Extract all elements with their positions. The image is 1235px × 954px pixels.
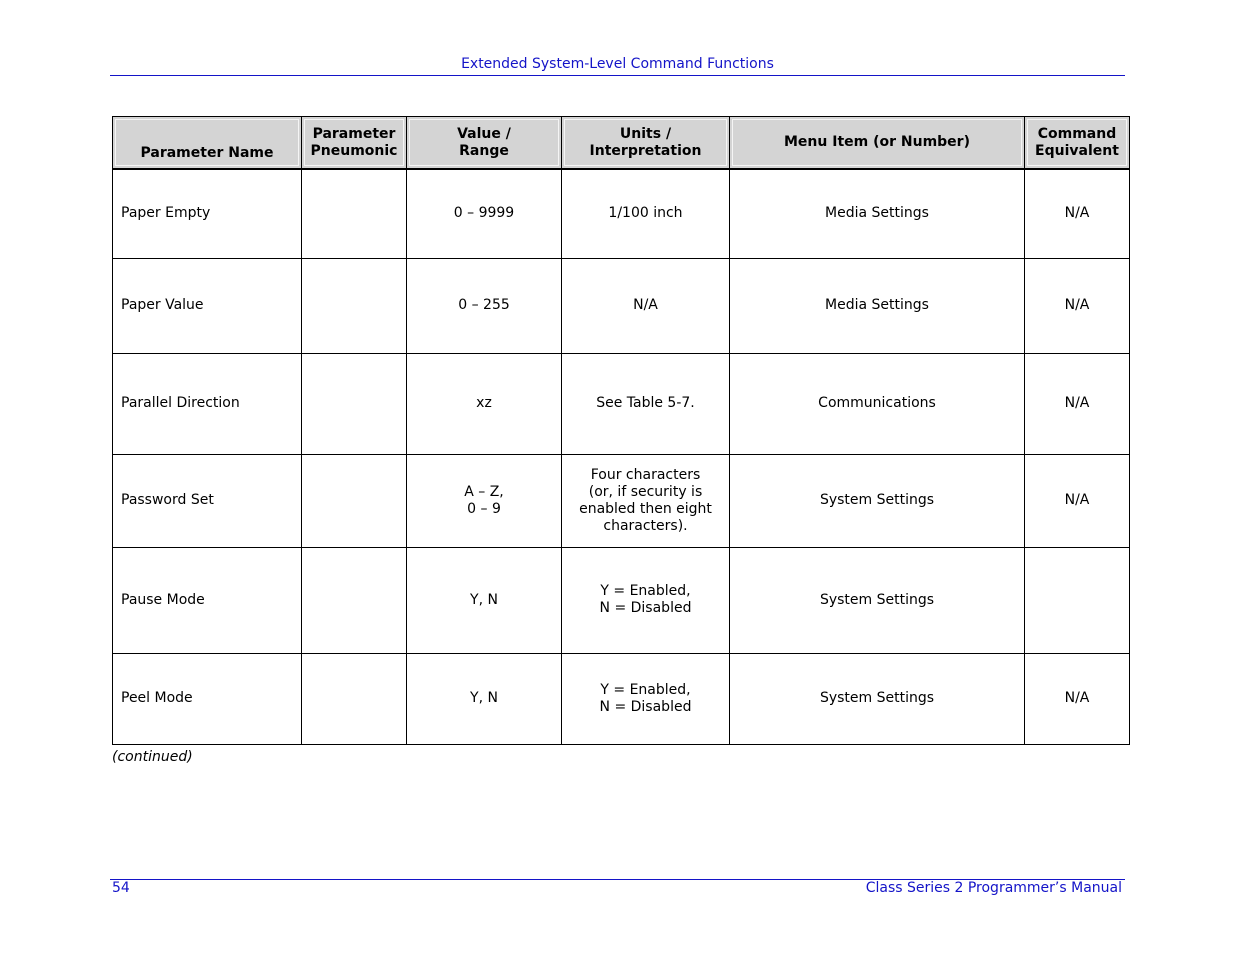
cell-value-range: Y, N <box>407 547 562 653</box>
cell-units-interpretation: Y = Enabled, N = Disabled <box>562 653 730 744</box>
table-row <box>113 353 1130 454</box>
column-header-parameter-name: Parameter Name <box>113 117 302 170</box>
cell-value-range: xz <box>407 353 562 454</box>
cell-units-interpretation: Four characters (or, if security is enabled then eight characters). <box>562 454 730 547</box>
cell-parameter-name: Pause Mode <box>113 547 302 653</box>
cell-menu-item: System Settings <box>730 454 1025 547</box>
column-header-parameter-pneumonic: Parameter Pneumonic <box>302 117 407 170</box>
cell-parameter-pneumonic <box>302 547 407 653</box>
table-row <box>113 454 1130 547</box>
table-row <box>113 258 1130 353</box>
cell-parameter-pneumonic <box>302 258 407 353</box>
cell-command-equivalent: N/A <box>1025 258 1130 353</box>
cell-parameter-pneumonic <box>302 169 407 258</box>
cell-value-range: Y, N <box>407 653 562 744</box>
cell-parameter-pneumonic <box>302 653 407 744</box>
cell-value-range: 0 – 9999 <box>407 169 562 258</box>
header-rule <box>110 75 1125 76</box>
cell-parameter-pneumonic <box>302 454 407 547</box>
cell-menu-item: Media Settings <box>730 258 1025 353</box>
table-header-row <box>113 117 1130 170</box>
column-header-menu-item: Menu Item (or Number) <box>730 117 1025 170</box>
cell-command-equivalent: N/A <box>1025 653 1130 744</box>
cell-parameter-name: Paper Value <box>113 258 302 353</box>
cell-units-interpretation: Y = Enabled, N = Disabled <box>562 547 730 653</box>
cell-parameter-name: Peel Mode <box>113 653 302 744</box>
cell-parameter-name: Parallel Direction <box>113 353 302 454</box>
cell-parameter-name: Password Set <box>113 454 302 547</box>
cell-value-range: A – Z, 0 – 9 <box>407 454 562 547</box>
cell-menu-item: Communications <box>730 353 1025 454</box>
cell-menu-item: Media Settings <box>730 169 1025 258</box>
column-header-command-equivalent: Command Equivalent <box>1025 117 1130 170</box>
cell-command-equivalent: N/A <box>1025 169 1130 258</box>
continued-note: (continued) <box>112 749 193 765</box>
cell-units-interpretation: 1/100 inch <box>562 169 730 258</box>
column-header-units-interpretation: Units / Interpretation <box>562 117 730 170</box>
cell-command-equivalent: N/A <box>1025 454 1130 547</box>
cell-parameter-name: Paper Empty <box>113 169 302 258</box>
table-row <box>113 653 1130 744</box>
cell-units-interpretation: See Table 5-7. <box>562 353 730 454</box>
column-header-value-range: Value / Range <box>407 117 562 170</box>
cell-value-range: 0 – 255 <box>407 258 562 353</box>
cell-command-equivalent <box>1025 547 1130 653</box>
cell-command-equivalent: N/A <box>1025 353 1130 454</box>
table-row <box>113 169 1130 258</box>
running-header-title: Extended System-Level Command Functions <box>461 56 774 72</box>
table-row <box>113 547 1130 653</box>
manual-title: Class Series 2 Programmer’s Manual <box>865 880 1122 896</box>
cell-units-interpretation: N/A <box>562 258 730 353</box>
parameter-table <box>112 116 1130 745</box>
cell-parameter-pneumonic <box>302 353 407 454</box>
cell-menu-item: System Settings <box>730 653 1025 744</box>
cell-menu-item: System Settings <box>730 547 1025 653</box>
page-number: 54 <box>112 880 130 896</box>
